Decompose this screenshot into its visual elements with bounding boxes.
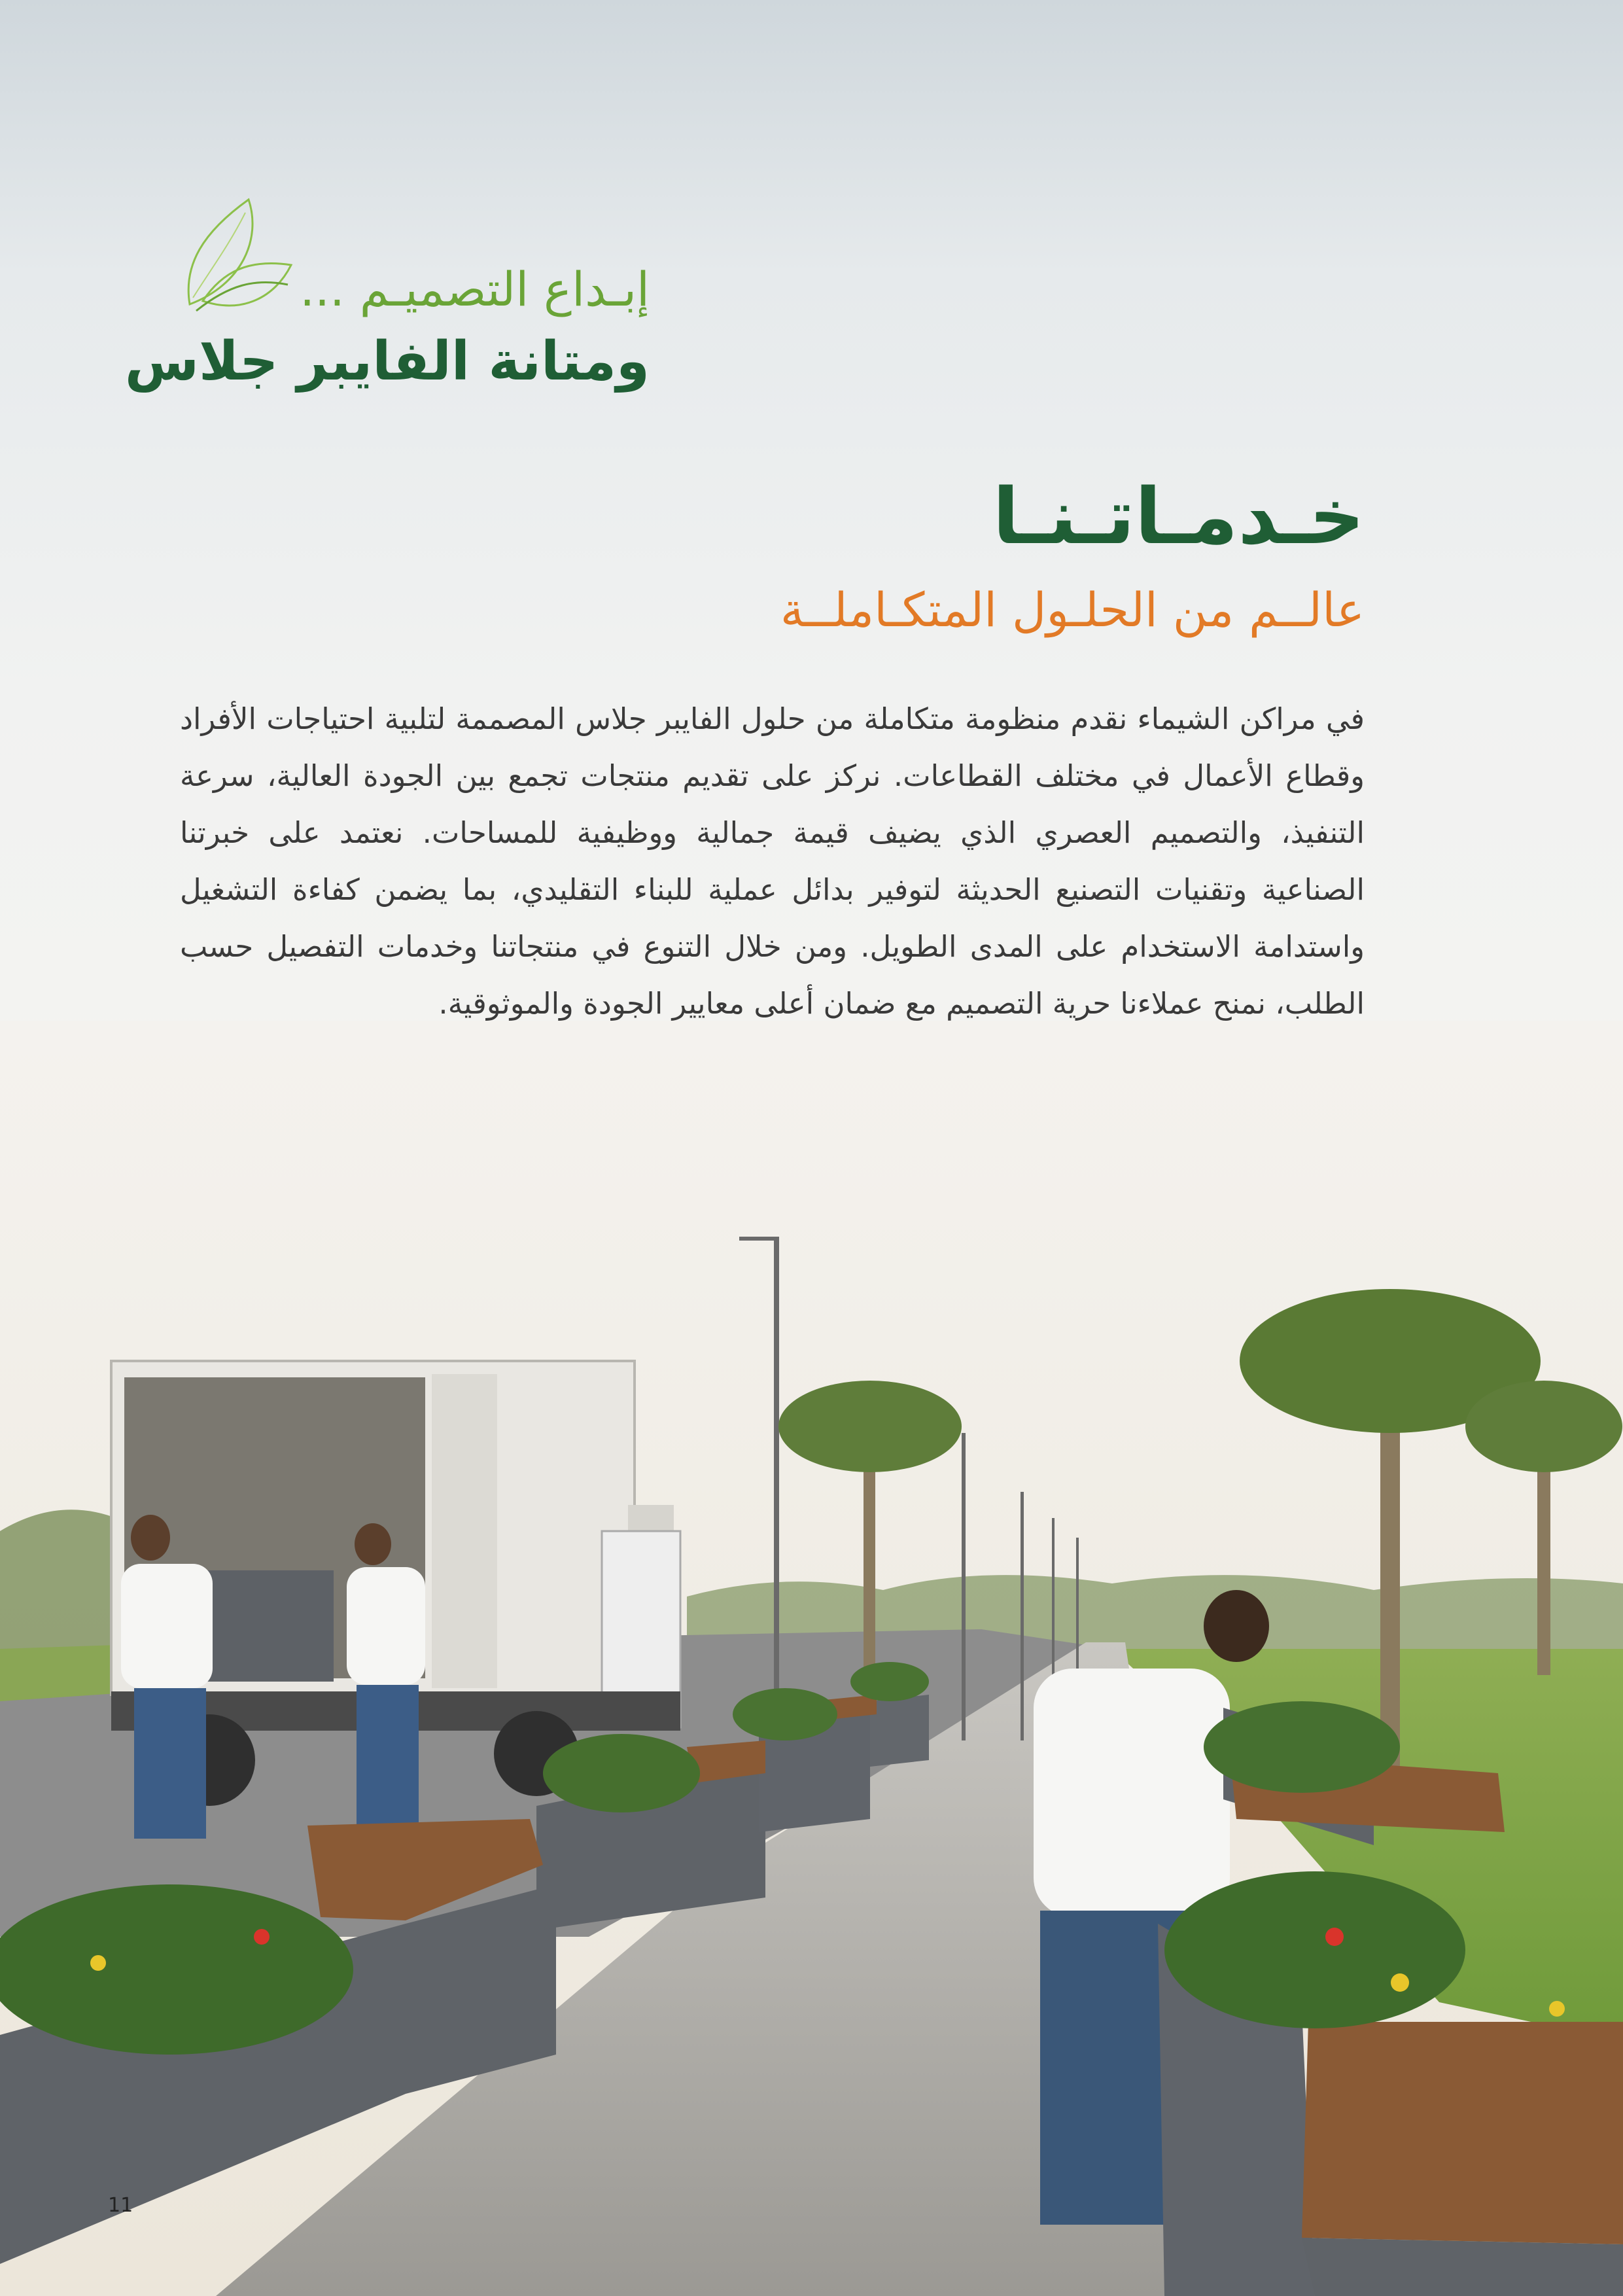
page-number: 11 bbox=[108, 2194, 133, 2217]
leaf-logo-icon bbox=[177, 186, 294, 324]
street-planters-photo bbox=[0, 1021, 1623, 2296]
services-paragraph: في مراكن الشيماء نقدم منظومة متكاملة من حلول الفايبر جلاس المصممة لتلبية احتياجات الأفراد وقطاع الأعمال في مختلف القطاعات. نركز على تقديم منتجات تجمع بين الجودة العالية، سرعة التنفيذ، والتصميم العصري الذي يضيف قيمة جمالية ووظيفية للمساحات. نعتمد على خبرتنا الصناعية وتقنيات التصنيع الحديثة لتوفير بدائل عملية للبناء التقليدي، بما يضمن كفاءة التشغيل واستدامة الاستخدام على المدى الطويل. ومن خلال التنوع في منتجاتنا وخدمات التفصيل حسب الطلب، نمنح عملاءنا حرية التصميم مع ضمان أعلى معايير الجودة والموثوقية. bbox=[180, 701, 1365, 1021]
section-title: خـدمـاتـنـا bbox=[992, 471, 1365, 561]
tagline-line1: إبـداع التصميـم ... bbox=[300, 262, 650, 317]
tagline-line2: ومتانة الفايبر جلاس bbox=[124, 330, 650, 393]
section-subtitle: عالــم من الحلـول المتكـاملــة bbox=[780, 582, 1365, 637]
